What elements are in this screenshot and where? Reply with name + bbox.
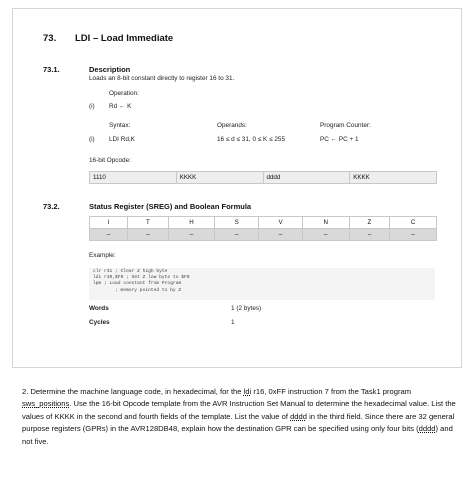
sreg-number: 73.2. (43, 202, 60, 211)
example-code-block (89, 268, 435, 300)
code-line: ldi r30,$F0 ; Set Z low byte to $F0 (93, 275, 190, 281)
sreg-flag: I (90, 217, 128, 229)
description-text: Loads an 8-bit constant directly to register 16 to 31. (89, 75, 235, 82)
sreg-value: – (168, 229, 215, 241)
opcode-field-2: KKKK (176, 172, 263, 184)
syntax-text: LDI Rd,K (109, 136, 135, 143)
operation-label: Operation: (109, 90, 139, 97)
question-term-dddd: dddd (290, 411, 307, 421)
sreg-flag: S (215, 217, 259, 229)
manual-page-excerpt (12, 8, 462, 368)
sreg-flag: T (127, 217, 168, 229)
question-text: . Use the 16-bit Opcode template from the AVR Instruction Set Manual to determine the hexadecimal value. List the values of KKKK in the second and fourth fields of the template. List the value of (22, 399, 456, 421)
sreg-flag-row (90, 217, 437, 229)
sreg-flag: C (390, 217, 437, 229)
syntax-index: (i) (89, 136, 95, 143)
section-number: 73. (43, 33, 57, 44)
opcode-field-3: dddd (263, 172, 350, 184)
question-text: 2. Determine the machine language code, in hexadecimal, for the (22, 387, 244, 396)
sreg-value: – (215, 229, 259, 241)
cycles-label: Cycles (89, 319, 110, 326)
code-line: clr r31 ; Clear Z high byte (93, 269, 168, 274)
syntax-label: Syntax: (109, 122, 131, 129)
operation-index: (i) (89, 103, 95, 110)
question-text: ) and not five. (22, 424, 453, 446)
sreg-flag: Z (349, 217, 390, 229)
sreg-value: – (127, 229, 168, 241)
question-term-ldi: ldi (243, 387, 252, 396)
words-value: 1 (2 bytes) (231, 305, 262, 312)
question-term-dddd: dddd (418, 424, 436, 434)
opcode-field-4: KKKK (350, 172, 437, 184)
cycles-value: 1 (231, 319, 235, 326)
sreg-flag: V (259, 217, 303, 229)
section-title: LDI – Load Immediate (75, 33, 174, 44)
sreg-table (89, 216, 437, 241)
sreg-value: – (259, 229, 303, 241)
sreg-value: – (302, 229, 349, 241)
opcode-row (90, 172, 437, 184)
opcode-field-1: 1110 (90, 172, 177, 184)
sreg-flag: N (302, 217, 349, 229)
opcode-label: 16-bit Opcode: (89, 157, 131, 164)
operation-formula: Rd ← K (109, 103, 132, 110)
question-text: in the third field. Since there are 32 general purpose registers (GPRs) in the AVR128DB48, explain how the destination GPR can be specified using only four bits ( (22, 411, 455, 434)
description-number: 73.1. (43, 65, 60, 74)
sreg-value: – (349, 229, 390, 241)
sreg-value: – (390, 229, 437, 241)
words-label: Words (89, 305, 109, 312)
example-label: Example: (89, 252, 116, 259)
program-counter-text: PC ← PC + 1 (320, 136, 359, 143)
operands-label: Operands: (217, 122, 247, 129)
code-line: lpm ; Load constant from Program (93, 281, 182, 287)
description-title: Description (89, 65, 131, 74)
question-term-sws-positions: sws_positions (22, 399, 70, 409)
operands-text: 16 ≤ d ≤ 31, 0 ≤ K ≤ 255 (217, 136, 286, 143)
program-counter-label: Program Counter: (320, 122, 371, 129)
sreg-title: Status Register (SREG) and Boolean Formula (89, 202, 252, 211)
sreg-flag: H (168, 217, 215, 229)
opcode-table (89, 171, 437, 184)
code-line: ; memory pointed to by Z (115, 287, 182, 293)
sreg-value-row (90, 229, 437, 241)
question-text: r16, 0xFF instruction 7 from the Task1 program (251, 387, 412, 396)
sreg-value: – (90, 229, 128, 241)
question-paragraph (22, 386, 462, 448)
